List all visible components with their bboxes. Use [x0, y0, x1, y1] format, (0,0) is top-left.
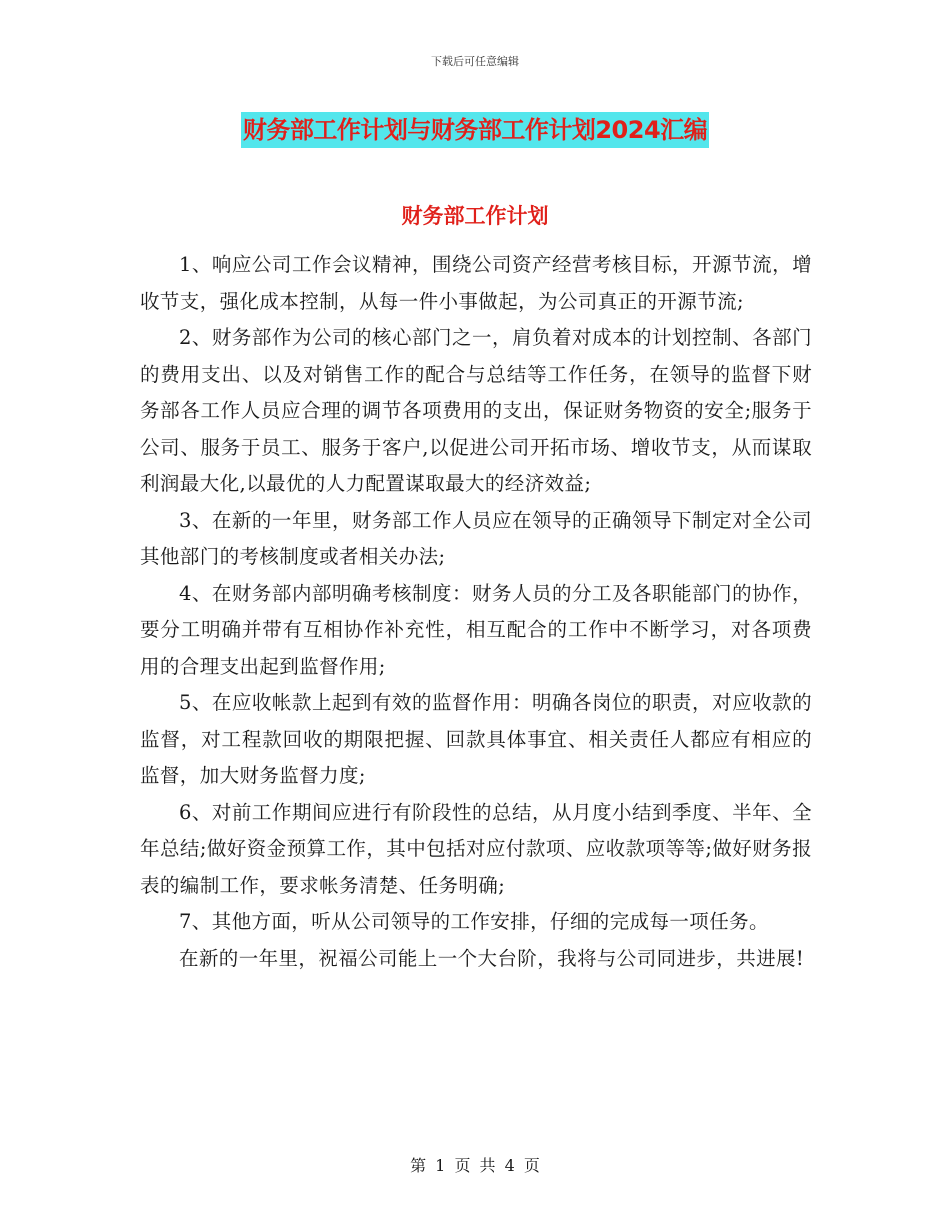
paragraph-7: 7、其他方面，听从公司领导的工作安排，仔细的完成每一项任务。	[179, 910, 769, 933]
paragraph-2: 2、财务部作为公司的核心部门之一，肩负着对成本的计划控制、各部门的费用支出、以及对销售工作的配合与总结等工作任务，在领导的监督下财务部各工作人员应合理的调节各项费用的支出，保证财务物资的安全;服务于公司、服务于员工、服务于客户,以促进公司开拓市场、增收节支，从而谋取利润最大化,以最优的人力配置谋取最大的经济效益;	[140, 326, 812, 495]
document-body	[140, 247, 812, 977]
document-title-text: 财务部工作计划与财务部工作计划2024汇编	[241, 112, 709, 148]
paragraph-1: 1、响应公司工作会议精神，围绕公司资产经营考核目标，开源节流，增收节支，强化成本控制，从每一件小事做起，为公司真正的开源节流;	[140, 253, 812, 313]
paragraph-4: 4、在财务部内部明确考核制度：财务人员的分工及各职能部门的协作，要分工明确并带有互相协作补充性，相互配合的工作中不断学习，对各项费用的合理支出起到监督作用;	[140, 581, 812, 678]
header-note: 下载后可任意编辑	[431, 55, 519, 68]
page-number: 第 1 页 共 4 页	[410, 1156, 540, 1175]
paragraph-6: 6、对前工作期间应进行有阶段性的总结，从月度小结到季度、半年、全年总结;做好资金预算工作，其中包括对应付款项、应收款项等等;做好财务报表的编制工作，要求帐务清楚、任务明确;	[140, 800, 812, 897]
paragraph-closing: 在新的一年里，祝福公司能上一个大台阶，我将与公司同进步，共进展!	[179, 946, 805, 970]
paragraph-3: 3、在新的一年里，财务部工作人员应在领导的正确领导下制定对全公司其他部门的考核制度或者相关办法;	[140, 508, 812, 568]
section-title: 财务部工作计划	[401, 204, 549, 228]
document-title	[0, 112, 950, 148]
paragraph-5: 5、在应收帐款上起到有效的监督作用：明确各岗位的职责，对应收款的监督，对工程款回收的期限把握、回款具体事宜、相关责任人都应有相应的监督，加大财务监督力度;	[140, 691, 812, 787]
